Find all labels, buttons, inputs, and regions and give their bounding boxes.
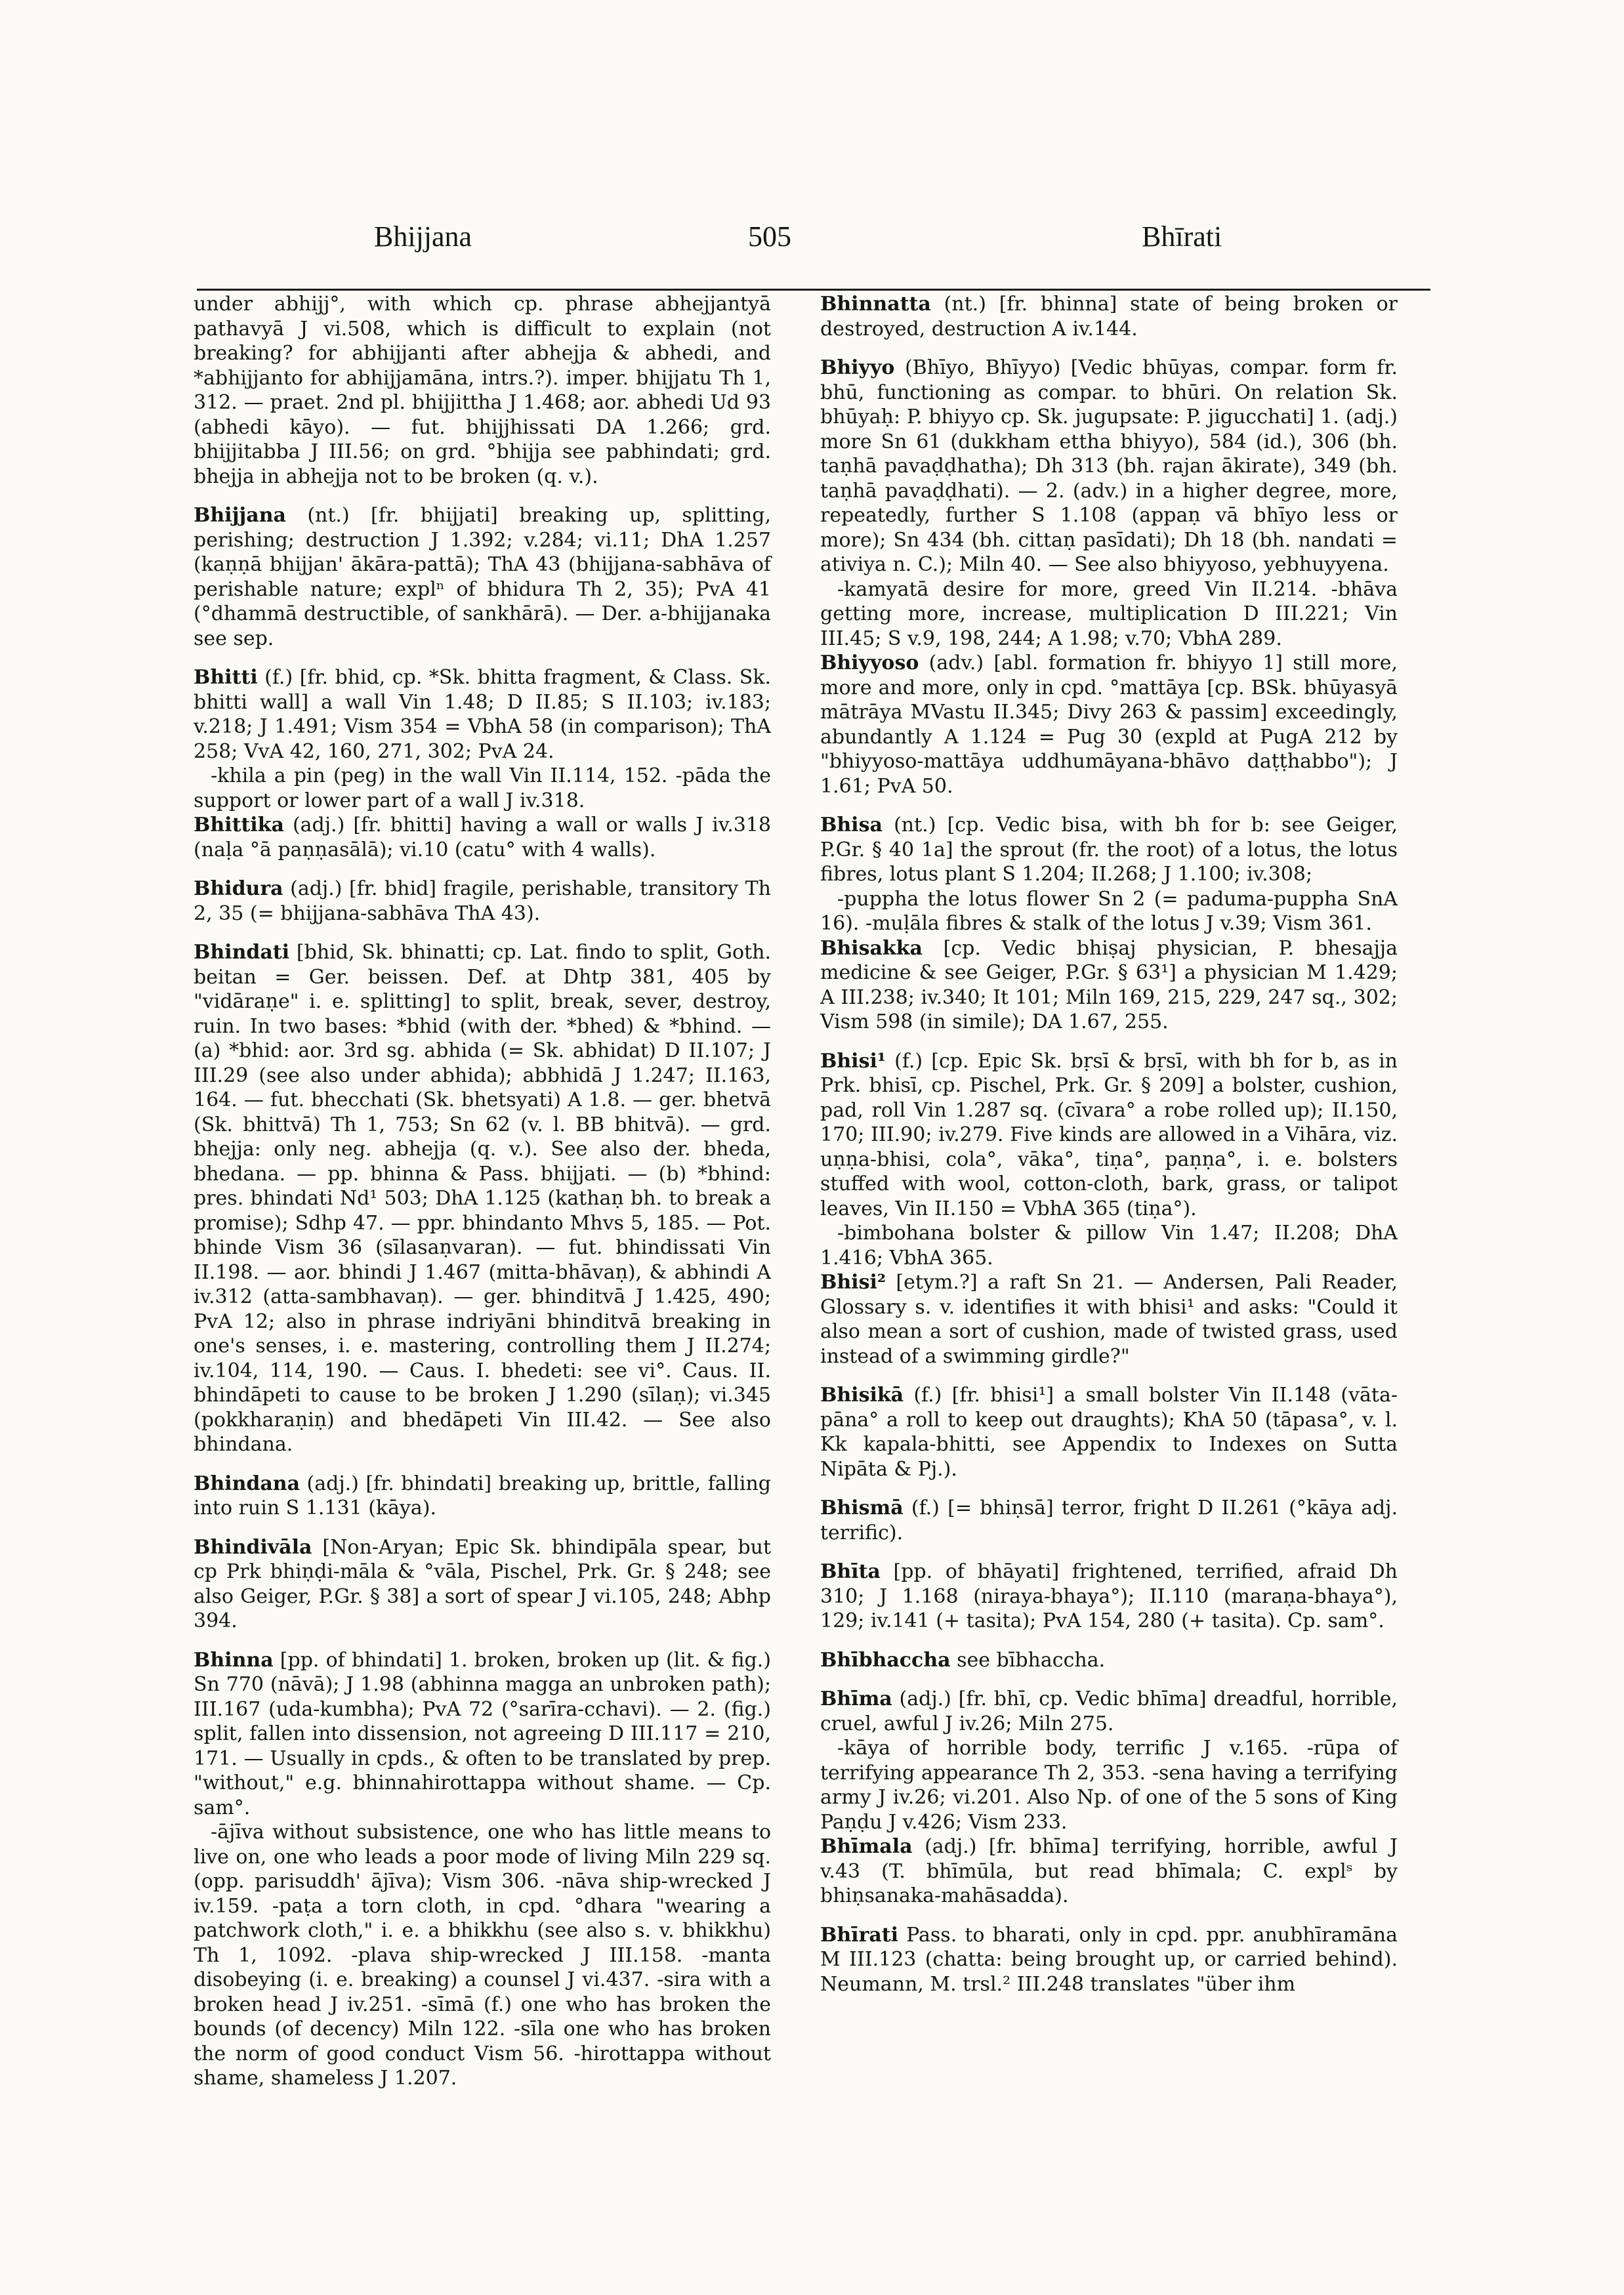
headword: Bhijjana <box>194 504 286 527</box>
entry-text: see bībhaccha. <box>950 1648 1106 1672</box>
right-column <box>820 292 1398 1996</box>
headword: Bhitti <box>194 666 258 689</box>
dictionary-entry <box>820 292 1398 341</box>
entry-text: [cp. Vedic bhiṣaj physician, P. bhesajja medicine & see Geiger, P.Gr. § 63¹] a physician M 1.429; A III.238; iv.340; It 101; Miln 169, 215, 229, 247 sq., 302; Vism 598 (in simile); DA 1.67, 255. <box>820 936 1398 1033</box>
headword: Bhinna <box>194 1648 274 1672</box>
entry-text: Pass. to bharati, only in cpd. ppr. anubhīramāna M III.123 (chatta: being brought up, or carried behind). Neumann, M. trsl.² III.248 translates "über ihm <box>820 1923 1398 1996</box>
dictionary-entry <box>820 356 1398 577</box>
dictionary-entry <box>820 1496 1398 1545</box>
sub-entry: -puppha the lotus flower Sn 2 (= paduma-puppha SnA 16). -muḷāla fibres & stalk of the lotus J v.39; Vism 361. <box>820 887 1398 935</box>
headword: Bhisikā <box>820 1384 904 1407</box>
running-head-left: Bhijjana <box>374 220 472 253</box>
dictionary-entry <box>194 1472 771 1521</box>
entry-text: (adv.) [abl. formation fr. bhiyyo 1] still more, more and more, only in cpd. °mattāya [cp. BSk. bhūyasyā mātrāya MVastu II.345; Divy 263 & passim] exceedingly, abundantly A 1.124 = Pug 30 (expld at PugA 212 by "bhiyyoso-mattāya uddhumāyana-bhāvo daṭṭhabbo"); J 1.61; PvA 50. <box>820 651 1398 798</box>
dictionary-entry <box>194 877 771 926</box>
running-head-right: Bhīrati <box>1142 220 1222 253</box>
dictionary-entry <box>194 503 771 651</box>
entry-text: [bhid, Sk. bhinatti; cp. Lat. findo to split, Goth. beitan = Ger. beissen. Def. at Dhtp 381, 405 by "vidāraṇe" i. e. splitting] to split, break, sever, destroy, ruin. In two bases: *bhid (with der. *bhed) & *bhind. — (a) *bhid: aor. 3rd sg. abhida (= Sk. abhidat) D II.107; J III.29 (see also under abhida); abbhidā J 1.247; II.163, 164. — fut. bhecchati (Sk. bhetsyati) A 1.8. — ger. bhetvā (Sk. bhittvā) Th 1, 753; Sn 62 (v. l. BB bhitvā). — grd. bhejja: only neg. abhejja (q. v.). See also der. bheda, bhedana. — pp. bhinna & Pass. bhijjati. — (b) *bhind: pres. bhindati Nd¹ 503; DhA 1.125 (kathaṇ bh. to break a promise); Sdhp 47. — ppr. bhindanto Mhvs 5, 185. — Pot. bhinde Vism 36 (sīlasaṇvaran). — fut. bhindissati Vin II.198. — aor. bhindi J 1.467 (mitta-bhāvaṇ), & abhindi A iv.312 (atta-sambhavaṇ). — ger. bhinditvā J 1.425, 490; PvA 12; also in phrase indriyāni bhinditvā breaking in one's senses, i. e. mastering, controlling them J II.274; iv.104, 114, 190. — Caus. I. bhedeti: see vi°. Caus. II. bhindāpeti to cause to be broken J 1.290 (sīlaṇ); vi.345 (pokkharaṇiṇ) and bhedāpeti Vin III.42. — See also bhindana. <box>194 941 771 1456</box>
dictionary-entry <box>820 936 1398 1035</box>
dictionary-entry <box>194 940 771 1457</box>
dictionary-entry <box>820 1270 1398 1369</box>
headword: Bhīta <box>820 1560 881 1583</box>
left-column <box>194 292 771 2091</box>
entry-text: (adj.) [fr. bhitti] having a wall or walls J iv.318 (naḷa °ā paṇṇasālā); vi.10 (catu° with 4 walls). <box>194 814 771 861</box>
entry-text: (adj.) [fr. bhindati] breaking up, brittle, falling into ruin S 1.131 (kāya). <box>194 1472 771 1520</box>
headword: Bhindati <box>194 941 290 964</box>
entry-text: (nt.) [fr. bhinna] state of being broken or destroyed, destruction A iv.144. <box>820 293 1398 341</box>
entry-text: (adj.) [fr. bhid] fragile, perishable, transitory Th 2, 35 (= bhijjana-sabhāva ThA 43). <box>194 877 771 925</box>
dictionary-entry <box>194 665 771 764</box>
entry-text: [pp. of bhāyati] frightened, terrified, afraid Dh 310; J 1.168 (niraya-bhaya°); II.110 (maraṇa-bhaya°), 129; iv.141 (+ tasita); PvA 154, 280 (+ tasita). Cp. sam°. <box>820 1560 1398 1632</box>
dictionary-entry <box>820 1834 1398 1909</box>
page-number: 505 <box>748 220 791 253</box>
dictionary-entry <box>820 1049 1398 1222</box>
entry-text: (f.) [fr. bhid, cp. *Sk. bhitta fragment, & Class. Sk. bhitti wall] a wall Vin 1.48; D II.85; S II.103; iv.183; v.218; J 1.491; Vism 354 = VbhA 58 (in comparison); ThA 258; VvA 42, 160, 271, 302; PvA 24. <box>194 666 771 763</box>
dictionary-entry <box>194 1648 771 1821</box>
dictionary-entry <box>194 1535 771 1634</box>
entry-text: [etym.?] a raft Sn 21. — Andersen, Pali Reader, Glossary s. v. identifies it with bhisi¹ and asks: "Could it also mean a sort of cushion, made of twisted grass, used instead of a swimming girdle?" <box>820 1271 1398 1368</box>
entry-text: (adj.) [fr. bhīma] terrifying, horrible, awful J v.43 (T. bhīmūla, but read bhīmala; C. explˢ by bhiṇsanaka-mahāsadda). <box>820 1835 1398 1907</box>
entry-text: (Bhīyo, Bhīyyo) [Vedic bhūyas, compar. form fr. bhū, functioning as compar. to bhūri. On relation Sk. bhūyaḥ: P. bhiyyo cp. Sk. jugupsate: P. jigucchati] 1. (adj.) more Sn 61 (dukkham ettha bhiyyo), 584 (id.), 306 (bh. taṇhā pavaḍḍhatha); Dh 313 (bh. rajan ākirate), 349 (bh. taṇhā pavaḍḍhati). — 2. (adv.) in a higher degree, more, repeatedly, further S 1.108 (appaṇ vā bhīyo less or more); Sn 434 (bh. cittaṇ pasīdati); Dh 18 (bh. nandati = ativiya n. C.); Miln 40. — See also bhiyyoso, yebhuyyena. <box>820 356 1398 576</box>
dictionary-entry <box>820 1383 1398 1481</box>
entry-text: [Non-Aryan; Epic Sk. bhindipāla spear, but cp Prk bhiṇḍi-māla & °vāla, Pischel, Prk. Gr. § 248; see also Geiger, P.Gr. § 38] a sort of spear J vi.105, 248; Abhp 394. <box>194 1535 771 1632</box>
headword: Bhīma <box>820 1687 892 1710</box>
dictionary-entry <box>820 651 1398 798</box>
entry-text: (nt.) [cp. Vedic bisa, with bh for b: see Geiger, P.Gr. § 40 1a] the sprout (fr. the root) of a lotus, the lotus fibres, lotus plant S 1.204; II.268; J 1.100; iv.308; <box>820 814 1398 886</box>
sub-entry: -kamyatā desire for more, greed Vin II.214. -bhāva getting more, increase, multiplication D III.221; Vin III.45; S v.9, 198, 244; A 1.98; v.70; VbhA 289. <box>820 577 1398 650</box>
headword: Bhīmala <box>820 1835 913 1858</box>
dictionary-entry <box>820 813 1398 887</box>
dictionary-entry <box>820 1560 1398 1634</box>
sub-entry: -ājīva without subsistence, one who has little means to live on, one who leads a poor mode of living Miln 229 sq. (opp. parisuddh' ājīva); Vism 306. -nāva ship-wrecked J iv.159. -paṭa a torn cloth, in cpd. °dhara "wearing a patchwork cloth," i. e. a bhikkhu (see also s. v. bhikkhu) Th 1, 1092. -plava ship-wrecked J III.158. -manta disobeying (i. e. breaking) a counsel J vi.437. -sira with a broken head J iv.251. -sīmā (f.) one who has broken the bounds (of decency) Miln 122. -sīla one who has broken the norm of good conduct Vism 56. -hirottappa without shame, shameless J 1.207. <box>194 1821 771 2090</box>
headword: Bhinnatta <box>820 293 931 316</box>
sub-entry: -khila a pin (peg) in the wall Vin II.114, 152. -pāda the support or lower part of a wall J iv.318. <box>194 764 771 812</box>
entry-text: (f.) [fr. bhisi¹] a small bolster Vin II.148 (vāta-pāna° a roll to keep out draughts); KhA 50 (tāpasa°, v. l. Kk kapala-bhitti, see Appendix to Indexes on Sutta Nipāta & Pj.). <box>820 1384 1398 1481</box>
dictionary-entry <box>194 813 771 862</box>
headword: Bhībhaccha <box>820 1648 951 1672</box>
entry-text: (adj.) [fr. bhī, cp. Vedic bhīma] dreadful, horrible, cruel, awful J iv.26; Miln 275. <box>820 1687 1398 1735</box>
entry-text: (f.) [= bhiṇsā] terror, fright D II.261 (°kāya adj. terrific). <box>820 1497 1398 1544</box>
dictionary-entry <box>194 292 771 489</box>
headword: Bhismā <box>820 1497 904 1520</box>
headword: Bhindana <box>194 1472 301 1495</box>
headword: Bhisa <box>820 814 883 837</box>
headword: Bhisakka <box>820 936 923 960</box>
headword: Bhidura <box>194 877 283 900</box>
headword: Bhiyyo <box>820 356 895 379</box>
dictionary-entry <box>820 1687 1398 1736</box>
headword: Bhisi² <box>820 1271 886 1294</box>
header-rule <box>197 289 1430 291</box>
headword: Bhisi¹ <box>820 1049 886 1073</box>
dictionary-entry <box>820 1923 1398 1997</box>
entry-text: (f.) [cp. Epic Sk. bṛsī & bṛsī, with bh for b, as in Prk. bhisī, cp. Pischel, Prk. Gr. § 209] a bolster, cushion, pad, roll Vin 1.287 sq. (cīvara° a robe rolled up); II.150, 170; III.90; iv.279. Five kinds are allowed in a Vihāra, viz. uṇṇa-bhisi, cola°, vāka°, tiṇa°, paṇṇa°, i. e. bolsters stuffed with wool, cotton-cloth, bark, grass, or talipot leaves, Vin II.150 = VbhA 365 (tiṇa°). <box>820 1049 1398 1220</box>
entry-text: (nt.) [fr. bhijjati] breaking up, splitting, perishing; destruction J 1.392; v.284; vi.11; DhA 1.257 (kaṇṇā bhijjan' ākāra-pattā); ThA 43 (bhijjana-sabhāva of perishable nature; explⁿ of bhidura Th 2, 35); PvA 41 (°dhammā destructible, of sankhārā). — Der. a-bhijjanaka see sep. <box>194 504 771 650</box>
headword: Bhīrati <box>820 1923 899 1947</box>
sub-entry: -bimbohana bolster & pillow Vin 1.47; II.208; DhA 1.416; VbhA 365. <box>820 1222 1398 1270</box>
headword: Bhiyyoso <box>820 651 919 674</box>
headword: Bhindivāla <box>194 1535 312 1559</box>
entry-text: under abhijj°, with which cp. phrase abhejjantyā pathavyā J vi.508, which is difficult to explain (not breaking? for abhijjanti after abhejja & abhedi, and *abhijjanto for abhijjamāna, intrs.?). imper. bhijjatu Th 1, 312. — praet. 2nd pl. bhijjittha J 1.468; aor. abhedi Ud 93 (abhedi kāyo). — fut. bhijjhissati DA 1.266; grd. bhijjitabba J III.56; on grd. °bhijja see pabhindati; grd. bhejja in abhejja not to be broken (q. v.). <box>194 293 771 488</box>
dictionary-entry <box>820 1648 1398 1673</box>
sub-entry: -kāya of horrible body, terrific J v.165. -rūpa of terrifying appearance Th 2, 353. -sena having a terrifying army J iv.26; vi.201. Also Np. of one of the 5 sons of King Paṇḍu J v.426; Vism 233. <box>820 1737 1398 1834</box>
headword: Bhittika <box>194 814 284 837</box>
entry-text: [pp. of bhindati] 1. broken, broken up (lit. & fig.) Sn 770 (nāvā); J 1.98 (abhinna magga an unbroken path); III.167 (uda-kumbha); PvA 72 (°sarīra-cchavi). — 2. (fig.) split, fallen into dissension, not agreeing D III.117 = 210, 171. — Usually in cpds., & often to be translated by prep. "without," e.g. bhinnahirottappa without shame. — Cp. sam°. <box>194 1648 771 1819</box>
